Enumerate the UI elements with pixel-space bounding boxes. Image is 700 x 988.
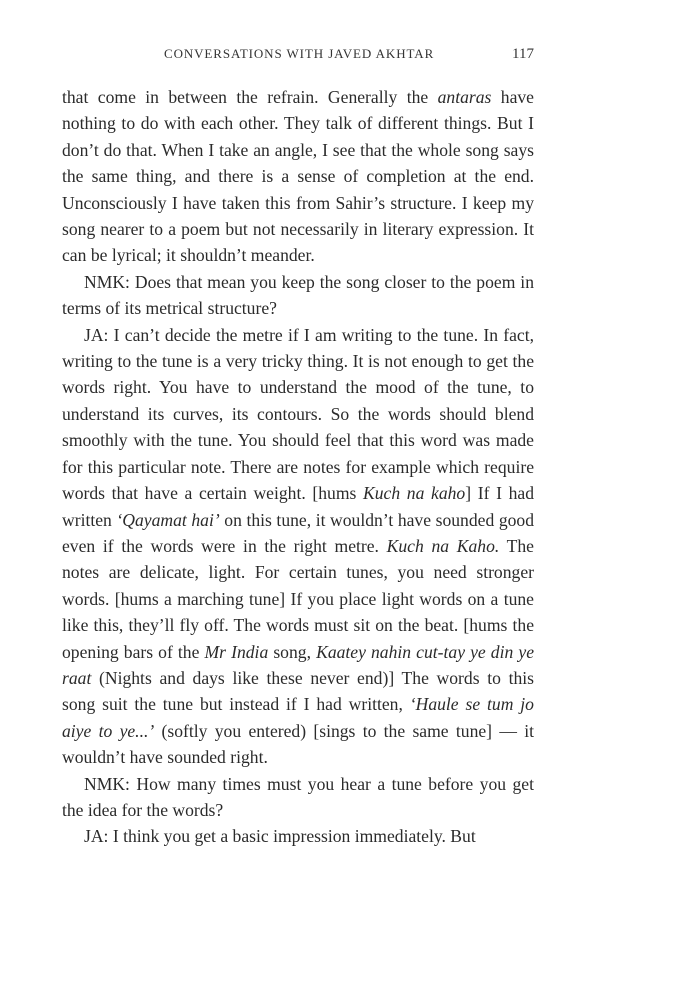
text-segment: have nothing to do with each other. They talk of different things. But I don’t do that. When I take an angle, I see that the whole song says the same thing, and there is a sense of completion at the end. Unconsciously I have taken this from Sahir’s structure. I keep my song nearer to a poem but not necessarily in literary expression. It can be lyrical; it shouldn’t meander. [62, 87, 534, 266]
text-segment: The notes are delicate, light. For certain tunes, you need stronger words. [hums a marching tune] If you place light words on a tune like this, they’ll fly off. The words must sit on the beat. [hums the opening bars of the [62, 535, 534, 662]
paragraph [62, 322, 534, 771]
paragraph [62, 84, 534, 269]
text-segment: song, [268, 641, 317, 662]
text-segment: that come in between the refrain. Generally the [62, 87, 438, 107]
italic-text: Kuch na Kaho. [386, 535, 500, 556]
text-segment: ] If I had written [62, 483, 534, 530]
italic-text: Kaatey nahin cut-tay ye din ye raat [62, 641, 535, 688]
text-segment: JA: I can’t decide the metre if I am writing to the tune. In fact, writing to the tune is a very tricky thing. It is not enough to get the words right. You have to understand the mood of the tune, to understand its curves, its contours. So the words should blend smoothly with the tune. You should feel that this word was made for this particular note. There are notes for example which require words that have a certain weight. [hums [62, 324, 534, 504]
text-segment: on this tune, it wouldn’t have sounded good even if the words were in the right metre. [62, 509, 535, 556]
paragraph [62, 771, 534, 824]
text-segment: NMK: Does that mean you keep the song closer to the poem in terms of its metrical structure? [62, 271, 534, 319]
paragraph [62, 269, 534, 322]
italic-text: Kuch na kaho [363, 483, 466, 504]
text-segment: JA: I think you get a basic impression immediately. But [84, 826, 476, 847]
page-header [62, 46, 534, 68]
italic-text: ‘Qayamat hai’ [116, 509, 220, 530]
text-segment: (Nights and days like these never end)] The words to this song suit the tune but instead if I had written, [62, 667, 534, 715]
italic-text: ‘Haule se tum jo aiye to ye...’ [62, 694, 534, 741]
paragraph [62, 823, 534, 849]
italic-text: antaras [437, 87, 492, 107]
text-segment: (softly you entered) [sings to the same tune] — it wouldn’t have sounded right. [62, 720, 534, 768]
text-segment: NMK: How many times must you hear a tune before you get the idea for the words? [62, 773, 534, 820]
italic-text: Mr India [204, 641, 269, 662]
running-title: CONVERSATIONS WITH JAVED AKHTAR [164, 46, 435, 61]
page-number: 117 [512, 46, 534, 62]
body-text [62, 84, 534, 850]
